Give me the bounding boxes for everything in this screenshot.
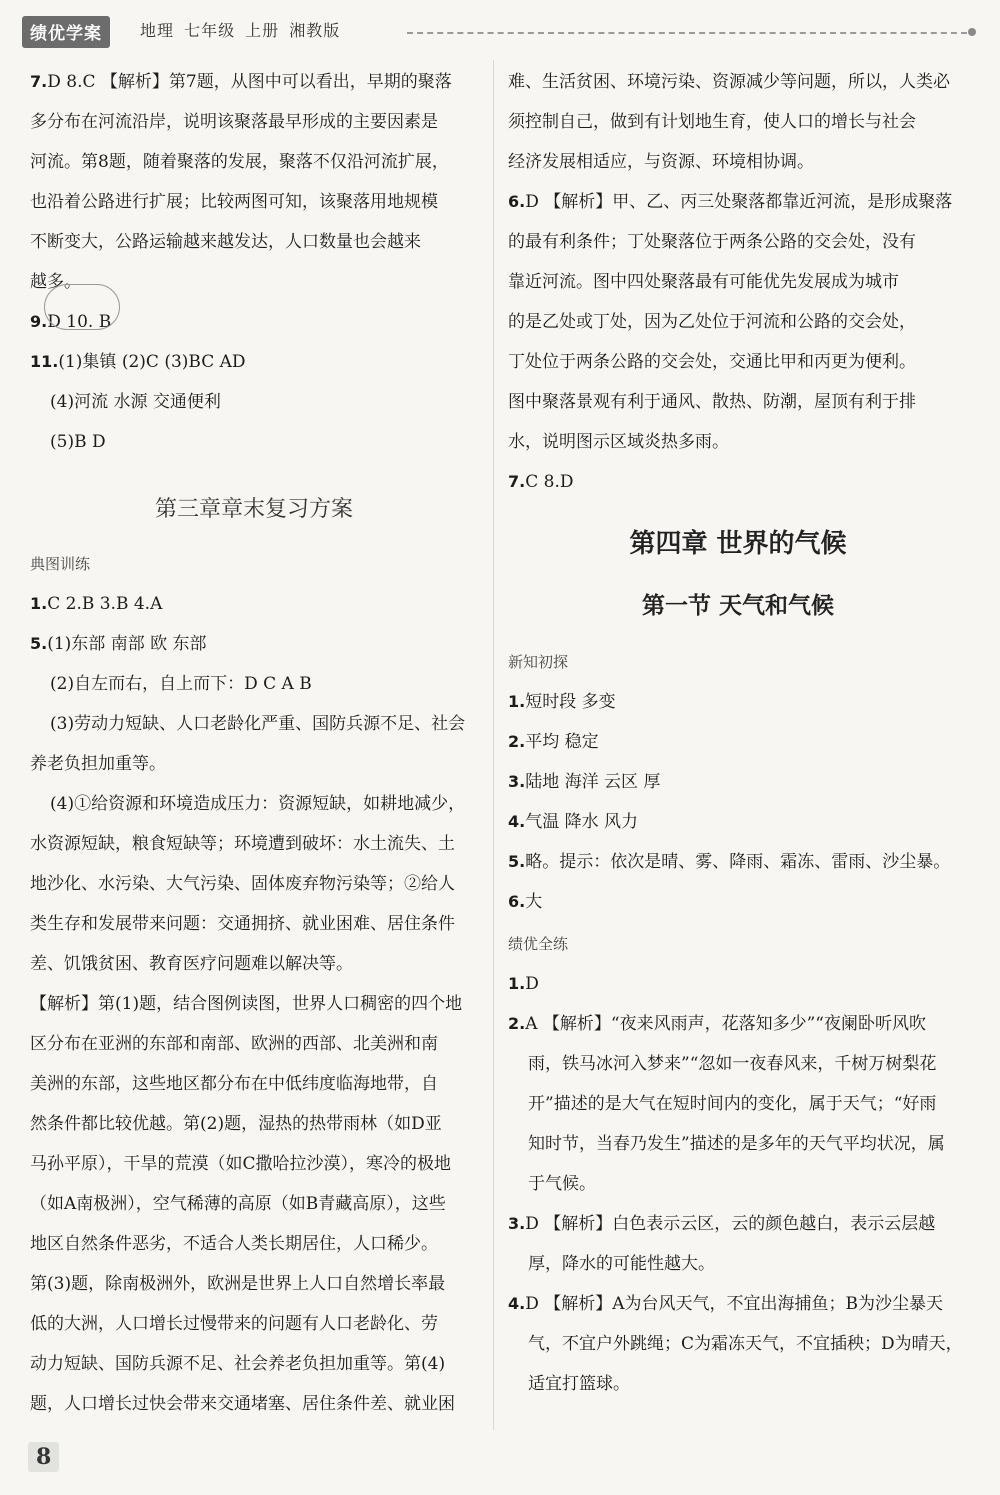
- question-number: 1.: [508, 692, 526, 711]
- line-text: 短时段 多变: [525, 692, 616, 712]
- question-number: 1.: [30, 594, 48, 613]
- text-line: [508, 62, 968, 102]
- text-line: [508, 142, 968, 182]
- line-text: 【解析】第(1)题，结合图例读图，世界人口稠密的四个地: [30, 994, 463, 1014]
- line-text: D 【解析】白色表示云区，云的颜色越白，表示云层越: [525, 1214, 936, 1234]
- text-line: [508, 302, 968, 342]
- subheading-diantu: 典图训练: [30, 555, 91, 573]
- subheading-jiyou: 绩优全练: [508, 935, 569, 953]
- text-line: [30, 1344, 478, 1384]
- question-number: 9.: [30, 312, 48, 331]
- text-line: [508, 1124, 968, 1164]
- text-line: [508, 222, 968, 262]
- text-line: [30, 182, 478, 222]
- line-text: 然条件都比较优越。第(2)题，湿热的热带雨林（如D亚: [30, 1114, 442, 1134]
- text-line: [508, 1204, 968, 1244]
- text-line: [508, 762, 968, 802]
- column-divider: [493, 60, 494, 1430]
- text-line: [30, 102, 478, 142]
- line-text: 适宜打篮球。: [528, 1374, 630, 1394]
- left-answers-block: [30, 62, 478, 462]
- line-text: 题，人口增长过快会带来交通堵塞、居住条件差、就业困: [30, 1394, 455, 1414]
- question-number: 2.: [508, 732, 526, 751]
- line-text: D: [525, 974, 539, 994]
- line-text: 河流。第8题，随着聚落的发展，聚落不仅沿河流扩展，: [30, 152, 449, 172]
- line-text: 难、生活贫困、环境污染、资源减少等问题，所以，人类必: [508, 72, 950, 92]
- chapter4-title: 第四章 世界的气候: [629, 529, 847, 559]
- text-line: [30, 864, 478, 904]
- text-line: [30, 744, 478, 784]
- header-dot: [968, 28, 976, 36]
- text-line: [508, 1364, 968, 1404]
- text-line: [30, 784, 478, 824]
- line-text: 气温 降水 风力: [525, 812, 639, 832]
- line-text: 区分布在亚洲的东部和南部、欧洲的西部、北美洲和南: [30, 1034, 438, 1054]
- subject-label: 地理 七年级 上册 湘教版: [140, 21, 341, 40]
- line-text: 地沙化、水污染、大气污染、固体废弃物污染等；②给人: [30, 874, 455, 894]
- text-line: [30, 1264, 478, 1304]
- homework-stamp: [44, 284, 120, 330]
- text-line: [30, 142, 478, 182]
- right-jiyou-block: [508, 964, 968, 1404]
- text-line: [30, 1024, 478, 1064]
- line-text: 陆地 海洋 云区 厚: [525, 772, 661, 792]
- line-text: (5)B D: [50, 432, 106, 452]
- text-line: [508, 842, 968, 882]
- line-text: 大: [525, 892, 543, 912]
- left-review-block: [30, 584, 478, 1424]
- text-line: [30, 422, 478, 462]
- question-number: 6.: [508, 192, 526, 211]
- text-line: [508, 682, 968, 722]
- line-text: 于气候。: [528, 1174, 596, 1194]
- text-line: [508, 262, 968, 302]
- line-text: 图中聚落景观有利于通风、散热、防潮，屋顶有利于排: [508, 392, 916, 412]
- text-line: [30, 944, 478, 984]
- text-line: [30, 382, 478, 422]
- line-text: 差、饥饿贫困、教育医疗问题难以解决等。: [30, 954, 353, 974]
- text-line: [30, 1304, 478, 1344]
- line-text: (4)①给资源和环境造成压力：资源短缺，如耕地减少，: [50, 794, 466, 814]
- line-text: (4)河流 水源 交通便利: [50, 392, 221, 412]
- right-column: [508, 62, 968, 1404]
- page-header: [22, 14, 972, 48]
- line-text: 开”描述的是大气在短时间内的变化，属于天气；“好雨: [528, 1094, 937, 1114]
- question-number: 7.: [508, 472, 526, 491]
- text-line: [508, 964, 968, 1004]
- page-number: 8: [28, 1442, 59, 1472]
- line-text: 平均 稳定: [525, 732, 599, 752]
- line-text: D 8.C 【解析】第7题，从图中可以看出，早期的聚落: [47, 72, 452, 92]
- question-number: 6.: [508, 892, 526, 911]
- line-text: 也沿着公路进行扩展；比较两图可知，该聚落用地规模: [30, 192, 438, 212]
- line-text: 知时节，当春乃发生”描述的是多年的天气平均状况，属: [528, 1134, 945, 1154]
- right-answers-block: [508, 62, 968, 502]
- text-line: [30, 342, 478, 382]
- line-text: 的是乙处或丁处，因为乙处位于河流和公路的交会处，: [508, 312, 916, 332]
- line-text: 水，说明图示区域炎热多雨。: [508, 432, 729, 452]
- question-number: 5.: [508, 852, 526, 871]
- question-number: 3.: [508, 772, 526, 791]
- line-text: 养老负担加重等。: [30, 754, 166, 774]
- line-text: C 8.D: [525, 472, 574, 492]
- text-line: [30, 1104, 478, 1144]
- line-text: 动力短缺、国防兵源不足、社会养老负担加重等。第(4): [30, 1354, 446, 1374]
- line-text: 不断变大，公路运输越来越发达，人口数量也会越来: [30, 232, 421, 252]
- line-text: (1)东部 南部 欧 东部: [47, 634, 207, 654]
- text-line: [508, 1044, 968, 1084]
- text-line: [30, 62, 478, 102]
- text-line: [508, 1084, 968, 1124]
- text-line: [30, 704, 478, 744]
- text-line: [30, 1384, 478, 1424]
- left-column: [30, 62, 478, 1424]
- text-line: [508, 882, 968, 922]
- line-text: 气，不宜户外跳绳；C为霜冻天气，不宜插秧；D为晴天，: [528, 1334, 963, 1354]
- header-dashed-rule: [407, 32, 967, 34]
- line-text: 类生存和发展带来问题：交通拥挤、就业困难、居住条件: [30, 914, 455, 934]
- line-text: 雨，铁马冰河入梦来”“忽如一夜春风来，千树万树梨花: [528, 1054, 937, 1074]
- text-line: [508, 342, 968, 382]
- question-number: 7.: [30, 72, 48, 91]
- question-number: 11.: [30, 352, 59, 371]
- line-text: 水资源短缺，粮食短缺等；环境遭到破坏：水土流失、土: [30, 834, 455, 854]
- subheading-xinzhi: 新知初探: [508, 653, 569, 671]
- text-line: [508, 1244, 968, 1284]
- line-text: 的最有利条件；丁处聚落位于两条公路的交会处，没有: [508, 232, 916, 252]
- line-text: 经济发展相适应，与资源、环境相协调。: [508, 152, 814, 172]
- text-line: [30, 824, 478, 864]
- brand-badge: 绩优学案: [22, 16, 110, 48]
- text-line: [30, 904, 478, 944]
- text-line: [508, 422, 968, 462]
- text-line: [30, 222, 478, 262]
- text-line: [508, 1324, 968, 1364]
- text-line: [30, 1064, 478, 1104]
- text-line: [30, 984, 478, 1024]
- line-text: D 10. B: [47, 312, 112, 332]
- line-text: (1)集镇 (2)C (3)BC AD: [58, 352, 246, 372]
- text-line: [508, 1004, 968, 1044]
- line-text: (2)自左而右，自上而下：D C A B: [50, 674, 312, 694]
- line-text: 美洲的东部，这些地区都分布在中低纬度临海地带，自: [30, 1074, 438, 1094]
- line-text: D 【解析】甲、乙、丙三处聚落都靠近河流，是形成聚落: [525, 192, 953, 212]
- question-number: 4.: [508, 812, 526, 831]
- line-text: （如A南极洲），空气稀薄的高原（如B青藏高原），这些: [30, 1194, 446, 1214]
- line-text: 丁处位于两条公路的交会处，交通比甲和丙更为便利。: [508, 352, 916, 372]
- line-text: 靠近河流。图中四处聚落最有可能优先发展成为城市: [508, 272, 899, 292]
- section1-title: 第一节 天气和气候: [641, 593, 834, 619]
- line-text: 地区自然条件恶劣，不适合人类长期居住，人口稀少。: [30, 1234, 438, 1254]
- line-text: 多分布在河流沿岸，说明该聚落最早形成的主要因素是: [30, 112, 438, 132]
- chapter3-review-title: 第三章章末复习方案: [154, 497, 353, 522]
- question-number: 2.: [508, 1014, 526, 1033]
- line-text: D 【解析】A为台风天气，不宜出海捕鱼；B为沙尘暴天: [525, 1294, 944, 1314]
- text-line: [508, 1284, 968, 1324]
- text-line: [508, 722, 968, 762]
- text-line: [508, 462, 968, 502]
- question-number: 4.: [508, 1294, 526, 1313]
- text-line: [508, 1164, 968, 1204]
- question-number: 5.: [30, 634, 48, 653]
- line-text: 低的大洲，人口增长过慢带来的问题有人口老龄化、劳: [30, 1314, 438, 1334]
- line-text: 须控制自己，做到有计划地生育，使人口的增长与社会: [508, 112, 916, 132]
- text-line: [30, 624, 478, 664]
- text-line: [508, 182, 968, 222]
- text-line: [508, 382, 968, 422]
- text-line: [508, 102, 968, 142]
- question-number: 3.: [508, 1214, 526, 1233]
- text-line: [30, 1224, 478, 1264]
- line-text: (3)劳动力短缺、人口老龄化严重、国防兵源不足、社会: [50, 714, 466, 734]
- line-text: A 【解析】“夜来风雨声，花落知多少”“夜阑卧听风吹: [525, 1014, 926, 1034]
- right-xinzhi-block: [508, 682, 968, 922]
- line-text: 第(3)题，除南极洲外，欧洲是世界上人口自然增长率最: [30, 1274, 446, 1294]
- text-line: [30, 584, 478, 624]
- line-text: 越多。: [30, 272, 81, 292]
- text-line: [30, 664, 478, 704]
- line-text: 马孙平原），干旱的荒漠（如C撒哈拉沙漠），寒冷的极地: [30, 1154, 452, 1174]
- line-text: 厚，降水的可能性越大。: [528, 1254, 715, 1274]
- line-text: C 2.B 3.B 4.A: [47, 594, 163, 614]
- text-line: [508, 802, 968, 842]
- line-text: 略。提示：依次是晴、雾、降雨、霜冻、雷雨、沙尘暴。: [525, 852, 951, 872]
- text-line: [30, 1144, 478, 1184]
- text-line: [30, 1184, 478, 1224]
- question-number: 1.: [508, 974, 526, 993]
